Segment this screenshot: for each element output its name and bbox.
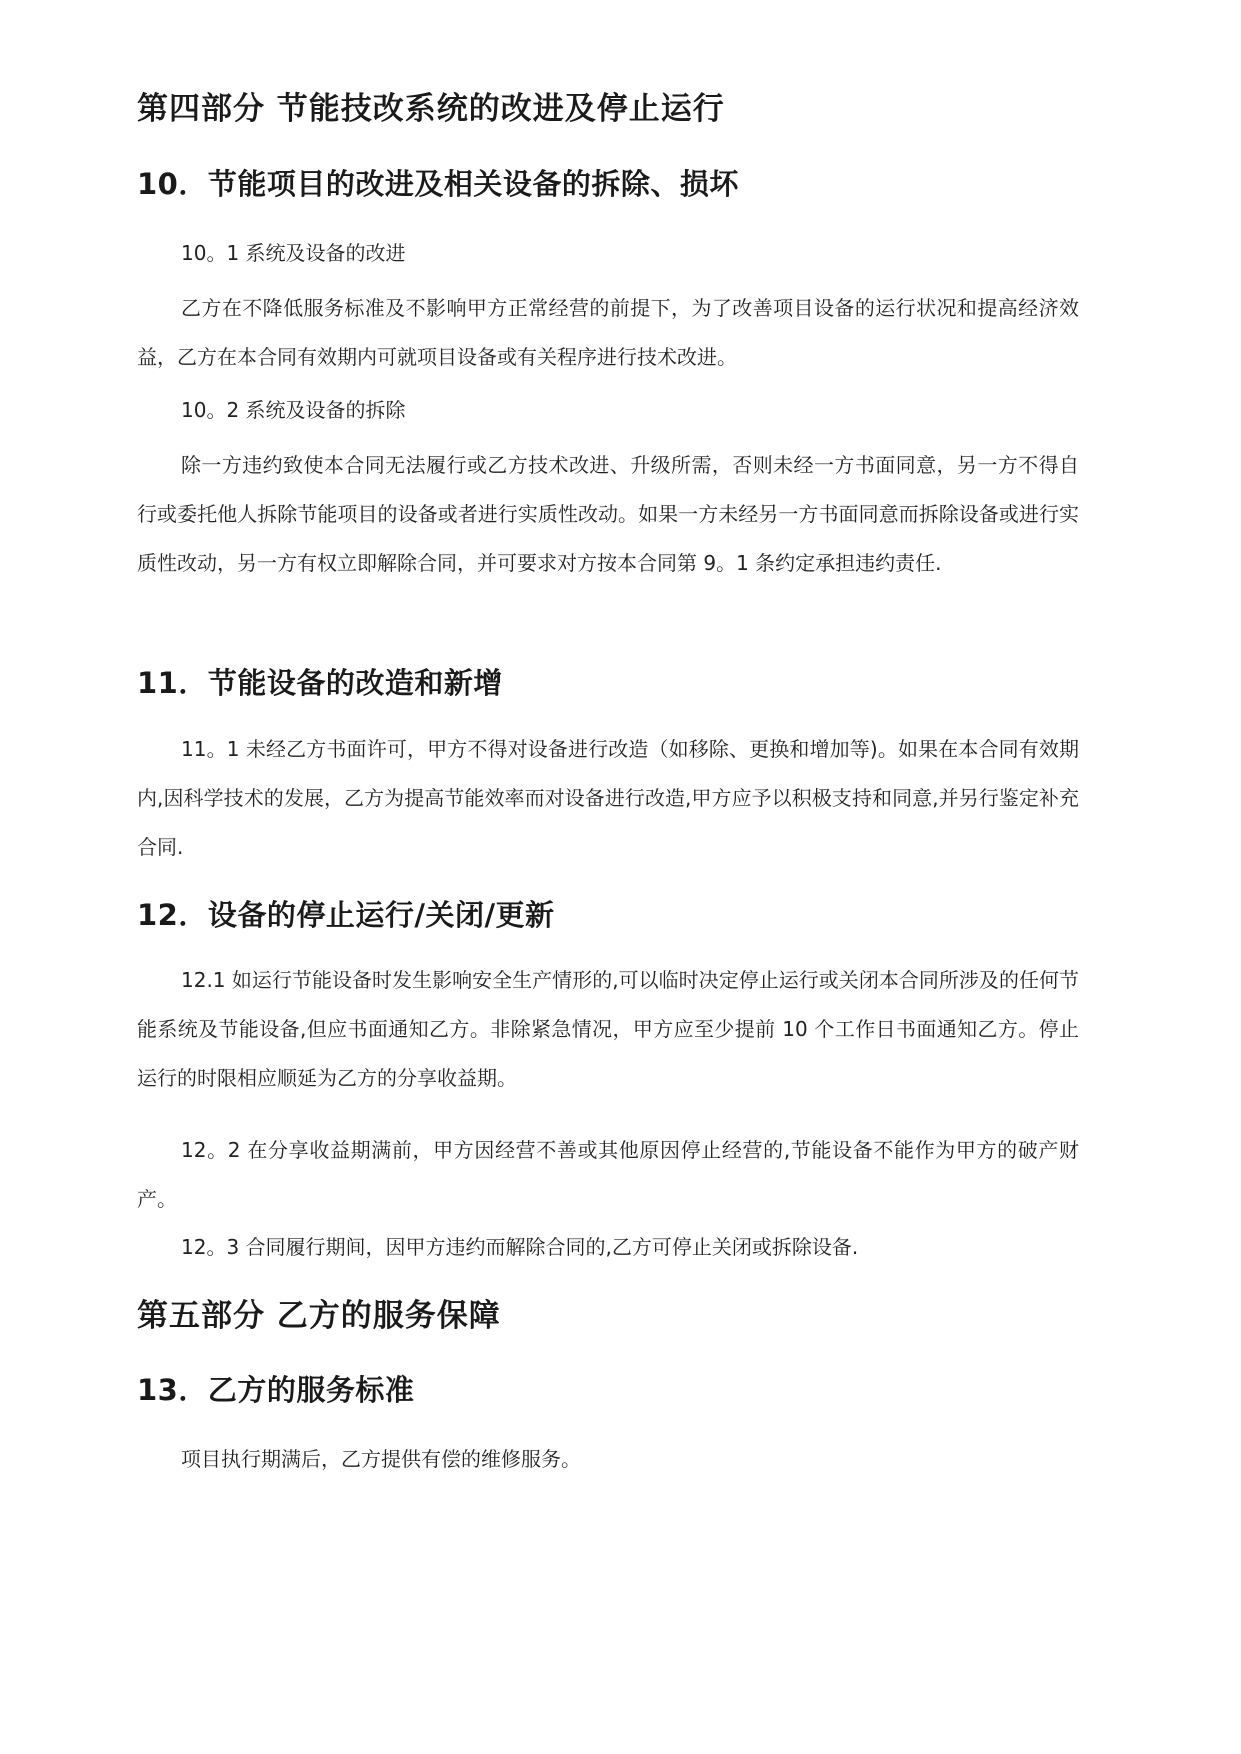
clause-12-1: 12.1 如运行节能设备时发生影响安全生产情形的,可以临时决定停止运行或关闭本合同所涉及的任何节能系统及节能设备,但应书面通知乙方。非除紧急情况，甲方应至少提前 10 个工作日书面通知乙方。停止运行的时限相应顺延为乙方的分享收益期。 [137, 968, 1079, 1090]
section-10-heading: 10．节能项目的改进及相关设备的拆除、损坏 [137, 167, 739, 201]
part-four-heading: 第四部分 节能技改系统的改进及停止运行 [137, 91, 725, 127]
clause-12-3: 12。3 合同履行期间，因甲方违约而解除合同的,乙方可停止关闭或拆除设备. [181, 1235, 859, 1259]
clause-10-1-body: 乙方在不降低服务标准及不影响甲方正常经营的前提下，为了改善项目设备的运行状况和提高经济效益，乙方在本合同有效期内可就项目设备或有关程序进行技术改进。 [137, 296, 1079, 369]
clause-12-2: 12。2 在分享收益期满前，甲方因经营不善或其他原因停止经营的,节能设备不能作为甲方的破产财产。 [137, 1138, 1079, 1211]
clause-11-1: 11。1 未经乙方书面许可，甲方不得对设备进行改造（如移除、更换和增加等)。如果在本合同有效期内,因科学技术的发展，乙方为提高节能效率而对设备进行改造,甲方应予以积极支持和同意,并另行鉴定补充合同. [137, 737, 1079, 859]
part-five-heading: 第五部分 乙方的服务保障 [137, 1298, 501, 1334]
clause-10-2-body: 除一方违约致使本合同无法履行或乙方技术改进、升级所需，否则未经一方书面同意，另一方不得自行或委托他人拆除节能项目的设备或者进行实质性改动。如果一方未经另一方书面同意而拆除设备或进行实质性改动，另一方有权立即解除合同，并可要求对方按本合同第 9。1 条约定承担违约责任. [137, 453, 1079, 575]
clause-13-1: 项目执行期满后，乙方提供有偿的维修服务。 [181, 1447, 581, 1471]
section-13-heading: 13．乙方的服务标准 [137, 1373, 415, 1407]
section-12-heading: 12．设备的停止运行/关闭/更新 [137, 898, 555, 932]
section-11-heading: 11．节能设备的改造和新增 [137, 666, 503, 700]
clause-10-2-title: 10。2 系统及设备的拆除 [181, 398, 406, 422]
clause-10-1-title: 10。1 系统及设备的改进 [181, 241, 406, 265]
